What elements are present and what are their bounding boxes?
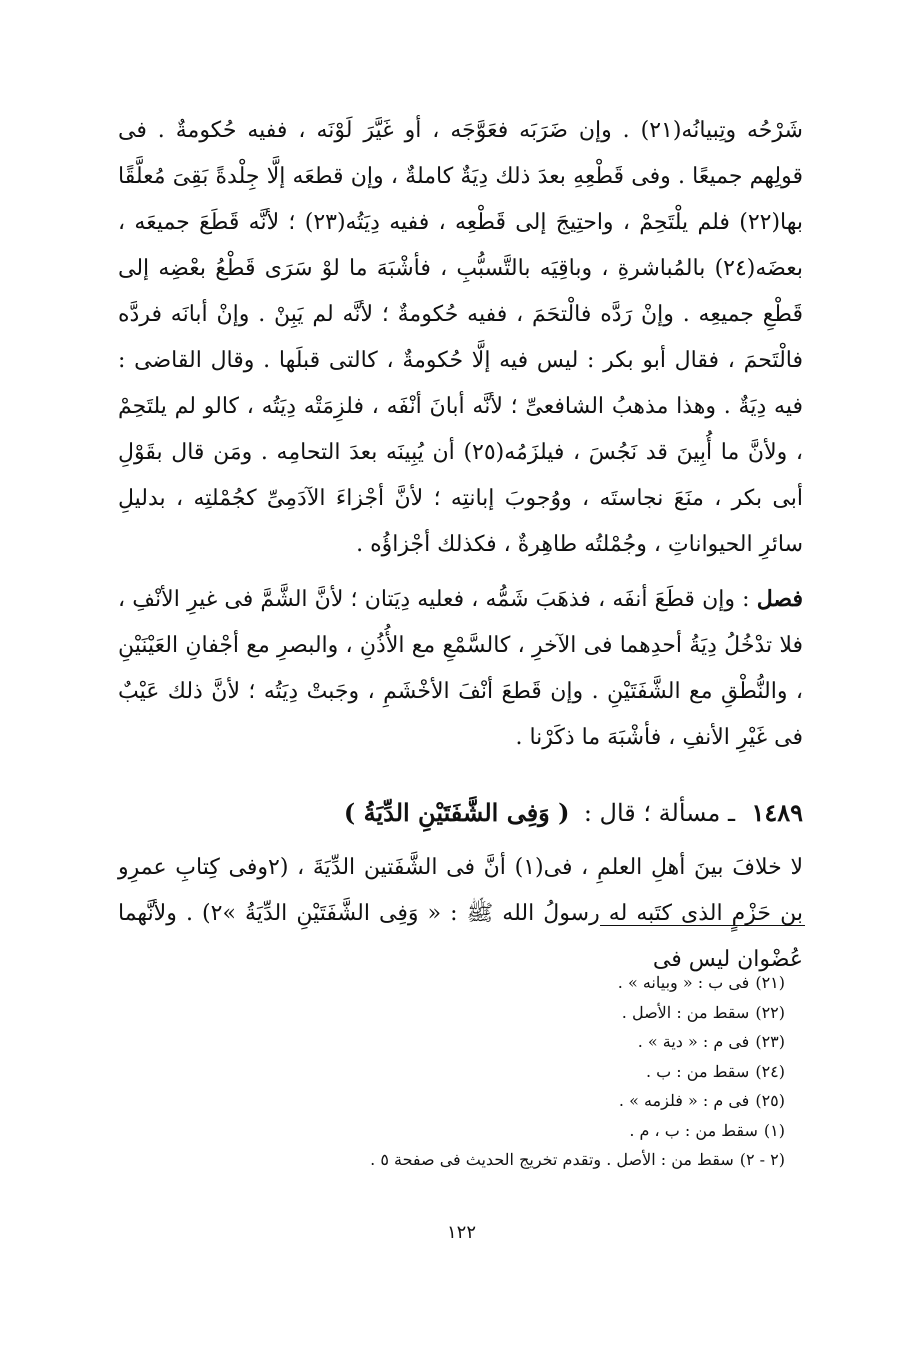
- footnote-number: (١): [763, 1120, 785, 1140]
- footnote-number: (٢٢): [755, 1002, 785, 1022]
- paragraph-2-text: : وإن قطَعَ أنفَه ، فذهَبَ شَمُّه ، فعليه دِيَتان ؛ لأنَّ الشَّمَّ فى غيرِ الأنْفِ ، فلا تدْخُلُ دِيَةُ أحدِهما فى الآخرِ ، كالسَّمْعِ مع الأُذُنِ ، والبصرِ مع أجْفانِ العَيْنَيْنِ ، والنُّطْقِ مع الشَّفَتَيْنِ . وإن قَطعَ أنْفَ الأخْشَمِ ، وجَبتْ دِيَتُه ؛ لأنَّ ذلك عَيْبٌ فى غَيْرِ الأنفِ ، فأشْبَهَ ما ذكَرْنا .: [118, 587, 803, 750]
- footnote-text: فى م : « فلزمه » .: [618, 1091, 750, 1110]
- footnote-text: سقط من : ب .: [645, 1061, 750, 1081]
- paragraph-2: [118, 576, 803, 761]
- footnote-text: فى ب : « وبيانه » .: [617, 973, 750, 992]
- footnote-text: سقط من : ب ، م .: [629, 1120, 758, 1140]
- masala-number: ١٤٨٩: [751, 798, 803, 827]
- main-text-2: [118, 845, 803, 983]
- footnote-text: فى م : « دية » .: [637, 1032, 750, 1051]
- footnote-number: (٢٤): [755, 1061, 785, 1081]
- paragraph-1: شَرْحُه وتِبيانُه(٢١) . وإن ضَرَبَه فعَوَّجَه ، أو غَيَّرَ لَوْنَه ، ففيه حُكومةٌ . فى قولِهم جميعًا . وفى قَطْعِهِ بعدَ ذلك دِيَةٌ كاملةٌ ، وإن قطعَه إلَّا جِلْدةً بَقِىَ مُعلَّقًا بها(٢٢) فلم يلْتَحِمْ ، واحتِيجَ إلى قَطْعِه ، ففيه دِيَتُه(٢٣) ؛ لأنَّه قَطَعَ جميعَه ، بعضَه(٢٤) بالمُباشرةِ ، وباقِيَه بالتَّسبُّبِ ، فأشْبَهَ ما لوْ سَرَى قَطْعُ بعْضِه إلى قَطْعِ جميعِه . وإنْ رَدَّه فالْتحَمَ ، ففيه حُكومةٌ ؛ لأنَّه لم يَبِنْ . وإنْ أبانَه فردَّه فالْتَحمَ ، فقال أبو بكر : ليس فيه إلَّا حُكومةٌ ، كالتى قبلَها . وقال القاضى : فيه دِيَةٌ . وهذا مذهبُ الشافعىِّ ؛ لأنَّه أبانَ أنْفَه ، فلزِمَتْه دِيَتُه ، كالو لم يلتَحِمْ ، ولأنَّ ما أُبِينَ قد نَجُسَ ، فيلزَمُه(٢٥) أن يُبِينَه بعدَ التحامِه . ومَن قال بقَوْلِ أبى بكر ، منَعَ نجاستَه ، ووُجوبَ إبانتِه ؛ لأنَّ أجْزاءَ الآدَمِىِّ كجُمْلتِه ، بدليلِ سائرِ الحيواناتِ ، وجُمْلتُه طاهِرةٌ ، فكذلك أجْزاؤُه .: [118, 118, 804, 557]
- footnote-text: سقط من : الأصل . وتقدم تخريج الحديث فى صفحة ٥ .: [370, 1150, 734, 1169]
- paragraph-3: لا خلافَ بينَ أهلِ العلمِ ، فى(١) أنَّ فى الشَّفَتين الدِّيَةَ ، (٢وفى كِتابِ عمرِو بن حَزْمٍ الذى كتَبه له رسولُ الله ﷺ : « وَفِى الشَّفَتَيْنِ الدِّيَةُ »٢) . ولأنَّهما عُضْوان ليس فى: [118, 855, 803, 972]
- masala-quote: ( وَفِى الشَّفَتَيْنِ الدِّيَةُ ): [343, 798, 570, 827]
- footnote-text: سقط من : الأصل .: [621, 1002, 750, 1022]
- masala-label: ـ مسألة ؛ قال :: [583, 799, 736, 827]
- page-body: [118, 108, 803, 983]
- page-number: ١٢٢: [446, 1222, 476, 1243]
- footnote: [225, 968, 785, 998]
- footnote: [225, 1145, 785, 1175]
- footnote: [225, 1027, 785, 1057]
- footnote: [225, 1057, 785, 1087]
- section-lead: فصل: [756, 586, 803, 612]
- footnote-divider: [600, 925, 805, 926]
- footnotes: [225, 968, 785, 1175]
- footnote: [225, 998, 785, 1028]
- footnote-number: (٢٣): [755, 1032, 785, 1051]
- footnote-number: (٢ - ٢): [739, 1150, 785, 1169]
- footnote: [225, 1086, 785, 1116]
- footnote: [225, 1116, 785, 1146]
- main-text: [118, 108, 803, 761]
- masala-heading: [118, 787, 803, 839]
- footnote-number: (٢١): [755, 973, 785, 992]
- footnote-number: (٢٥): [755, 1091, 785, 1110]
